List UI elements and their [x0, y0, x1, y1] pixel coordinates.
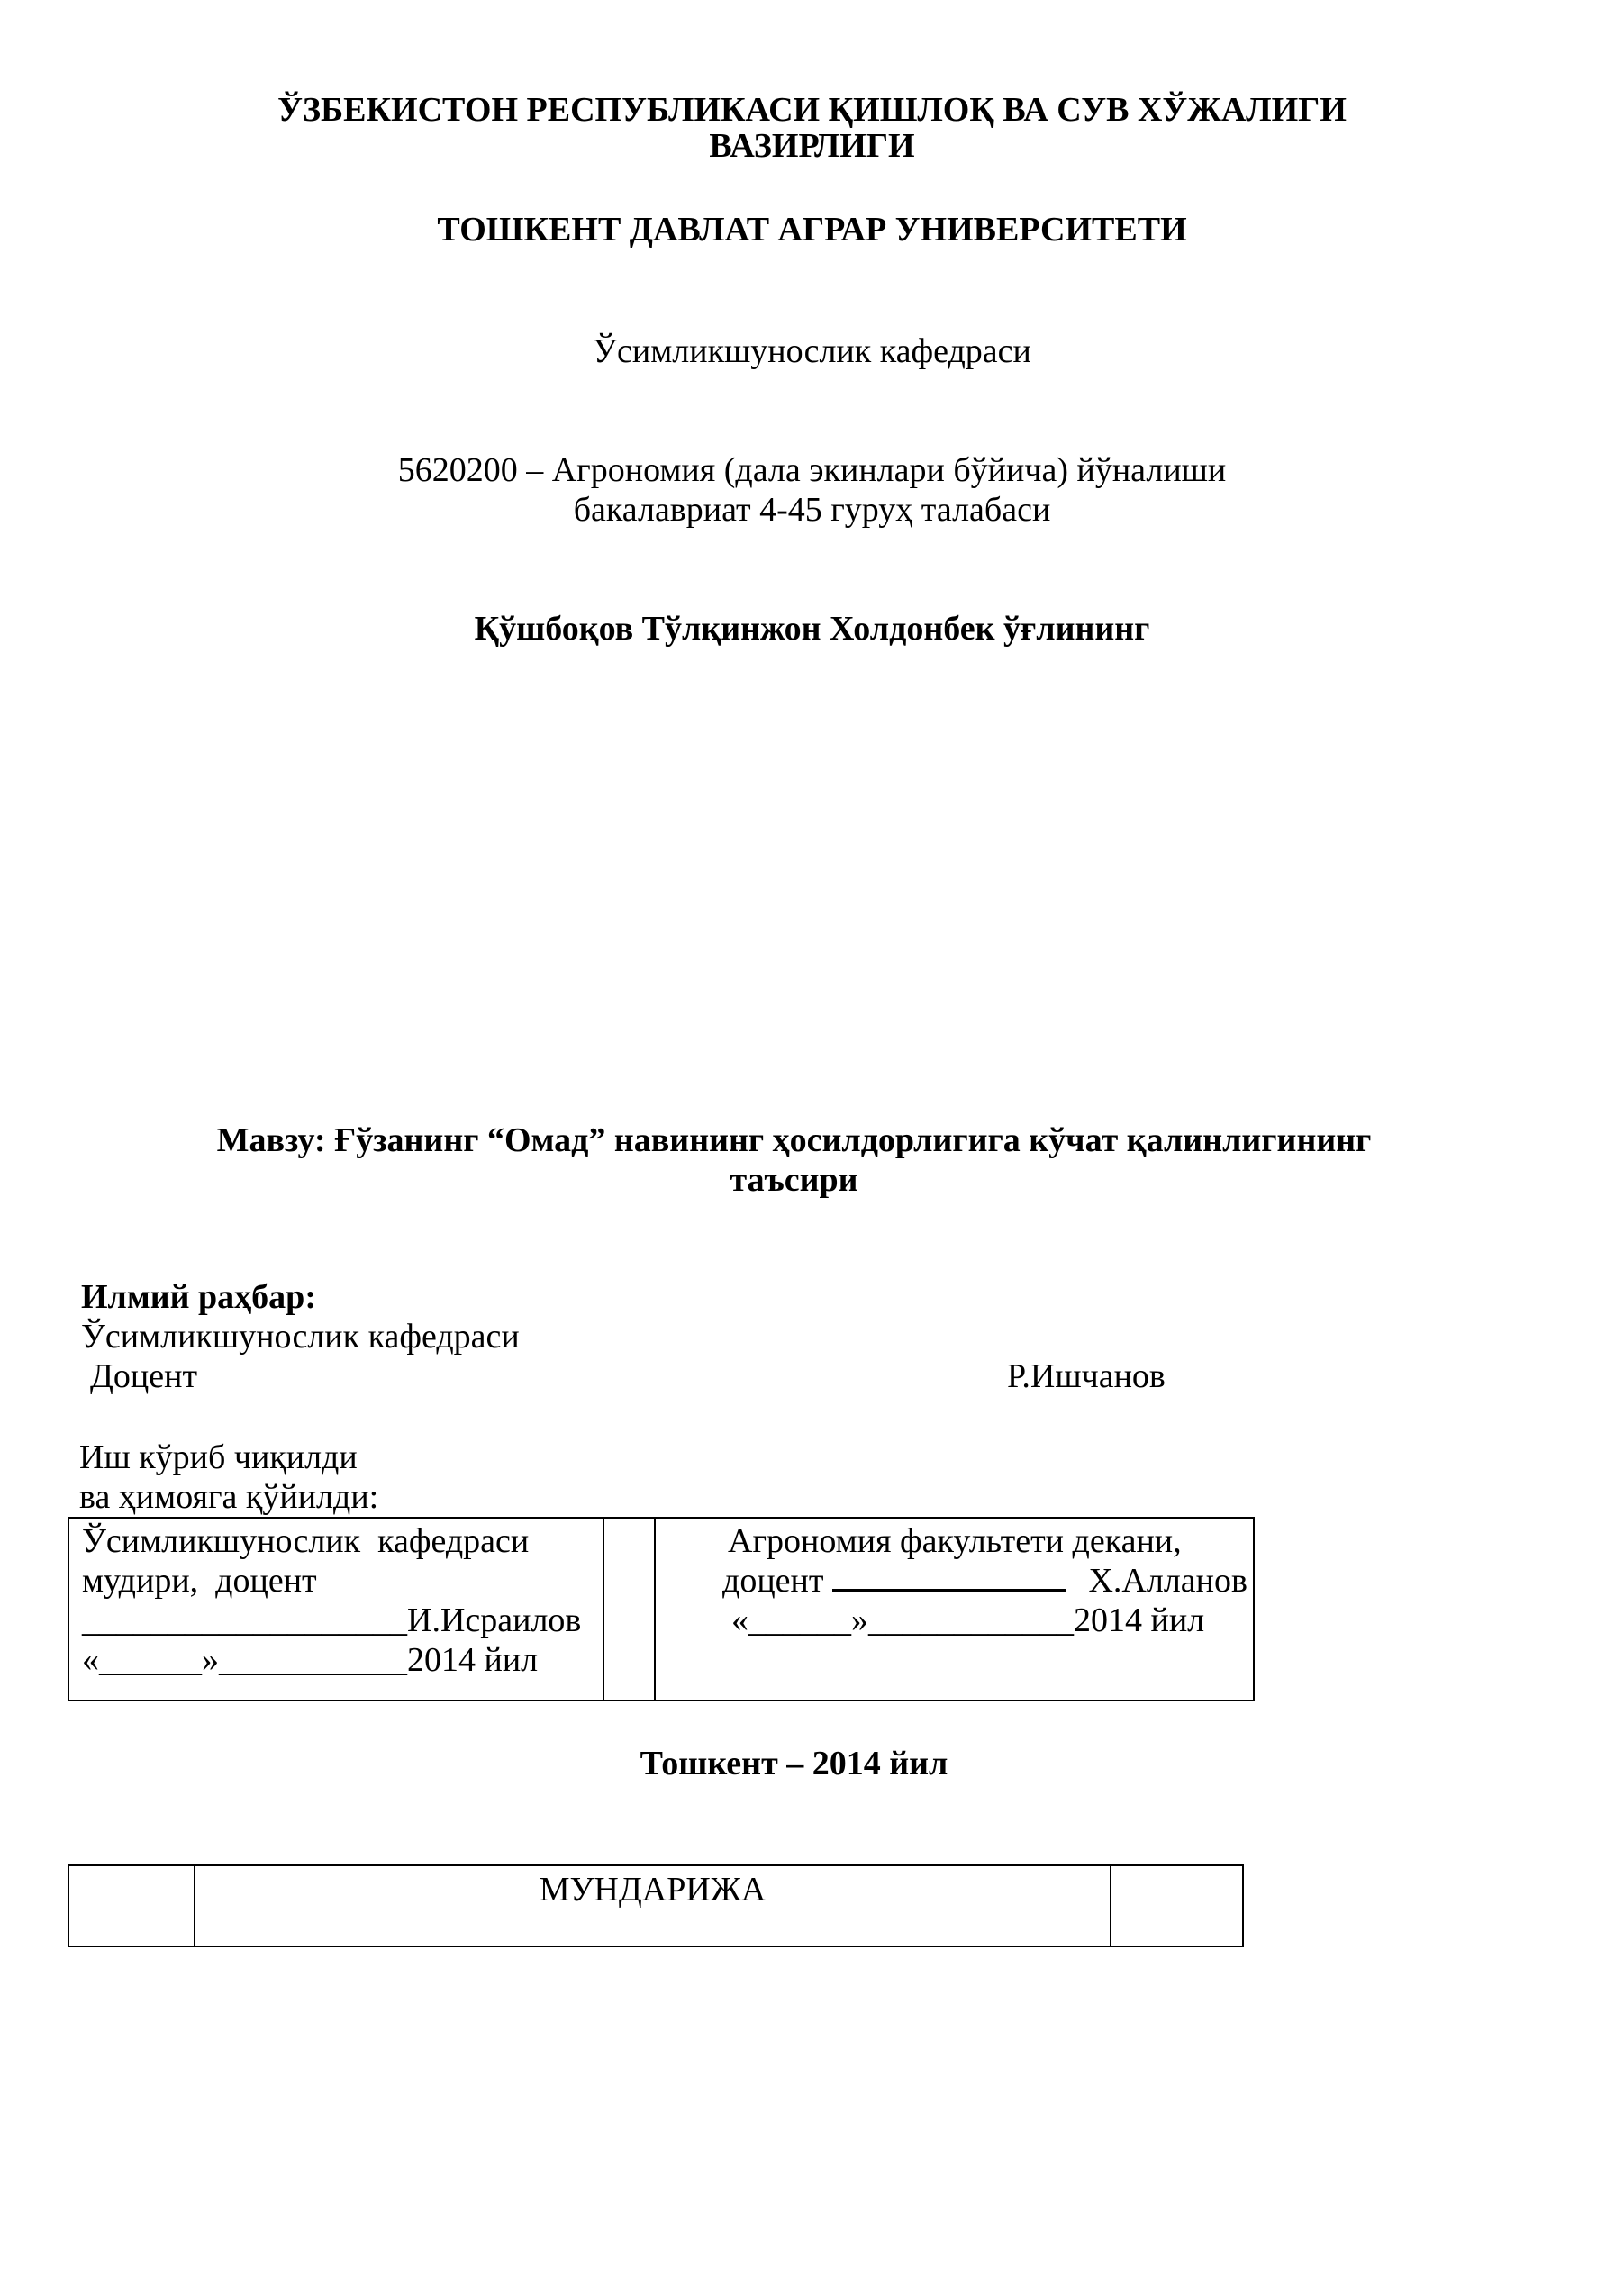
- program-line-1: 5620200 – Агрономия (дала экинлари бўйича) йўналиши: [397, 451, 1227, 489]
- approval-cell-spacer: [604, 1519, 656, 1700]
- ministry-line-2: ВАЗИРЛИГИ: [709, 127, 915, 165]
- dean-title: доцент: [722, 1562, 824, 1600]
- program-info: [0, 450, 1624, 530]
- student-name: Қўшбоқов Тўлқинжон Холдонбек ўғлининг: [474, 610, 1150, 648]
- supervisor-title: Доцент: [90, 1357, 198, 1395]
- contents-cell-left: [69, 1866, 195, 1946]
- dept-head-line-1: Ўсимликшунослик кафедраси: [82, 1522, 530, 1560]
- dept-head-date-line: «______»___________2014 йил: [82, 1641, 539, 1679]
- dept-head-line-2: мудири, доцент: [82, 1562, 317, 1600]
- topic-line-2: таъсири: [730, 1161, 858, 1199]
- dean-date-line: «______»____________2014 йил: [731, 1601, 1205, 1639]
- supervisor-department: Ўсимликшунослик кафедраси: [81, 1318, 520, 1356]
- topic-line-1: Мавзу: Ғўзанинг “Омад” навининг ҳосилдорлигига кўчат қалинлигининг: [216, 1121, 1372, 1159]
- department-name: Ўсимликшунослик кафедраси: [593, 332, 1031, 370]
- supervisor-heading: Илмий раҳбар:: [81, 1278, 316, 1316]
- approval-cell-department-head: [69, 1519, 604, 1700]
- dean-signature-underline: [832, 1562, 1066, 1592]
- supervisor-name: Р.Ишчанов: [1007, 1357, 1166, 1395]
- thesis-topic: [0, 1120, 1606, 1200]
- contents-heading: МУНДАРИЖА: [195, 1866, 1111, 1946]
- approval-cell-dean: [656, 1519, 1253, 1700]
- university-title: ТОШКЕНТ ДАВЛАТ АГРАР УНИВЕРСИТЕТИ: [437, 211, 1187, 249]
- contents-cell-right: [1111, 1866, 1242, 1946]
- contents-table: [68, 1864, 1244, 1947]
- review-line-2: ва ҳимояга қўйилди:: [79, 1478, 379, 1516]
- program-line-2: бакалавриат 4-45 гуруҳ талабаси: [573, 491, 1051, 529]
- ministry-line-1: ЎЗБЕКИСТОН РЕСПУБЛИКАСИ ҚИШЛОҚ ВА СУВ ХЎЖАЛИГИ: [277, 91, 1347, 129]
- approval-table: [68, 1517, 1255, 1701]
- dean-line-2: [722, 1561, 1253, 1601]
- dept-head-signature-line: ___________________И.Исраилов: [82, 1601, 582, 1639]
- review-line-1: Иш кўриб чиқилди: [79, 1438, 358, 1476]
- ministry-title: [0, 90, 1624, 166]
- city-year: Тошкент – 2014 йил: [640, 1745, 948, 1782]
- dean-name: Х.Алланов: [1088, 1562, 1247, 1600]
- dean-line-1: Агрономия факультети декани,: [728, 1522, 1182, 1560]
